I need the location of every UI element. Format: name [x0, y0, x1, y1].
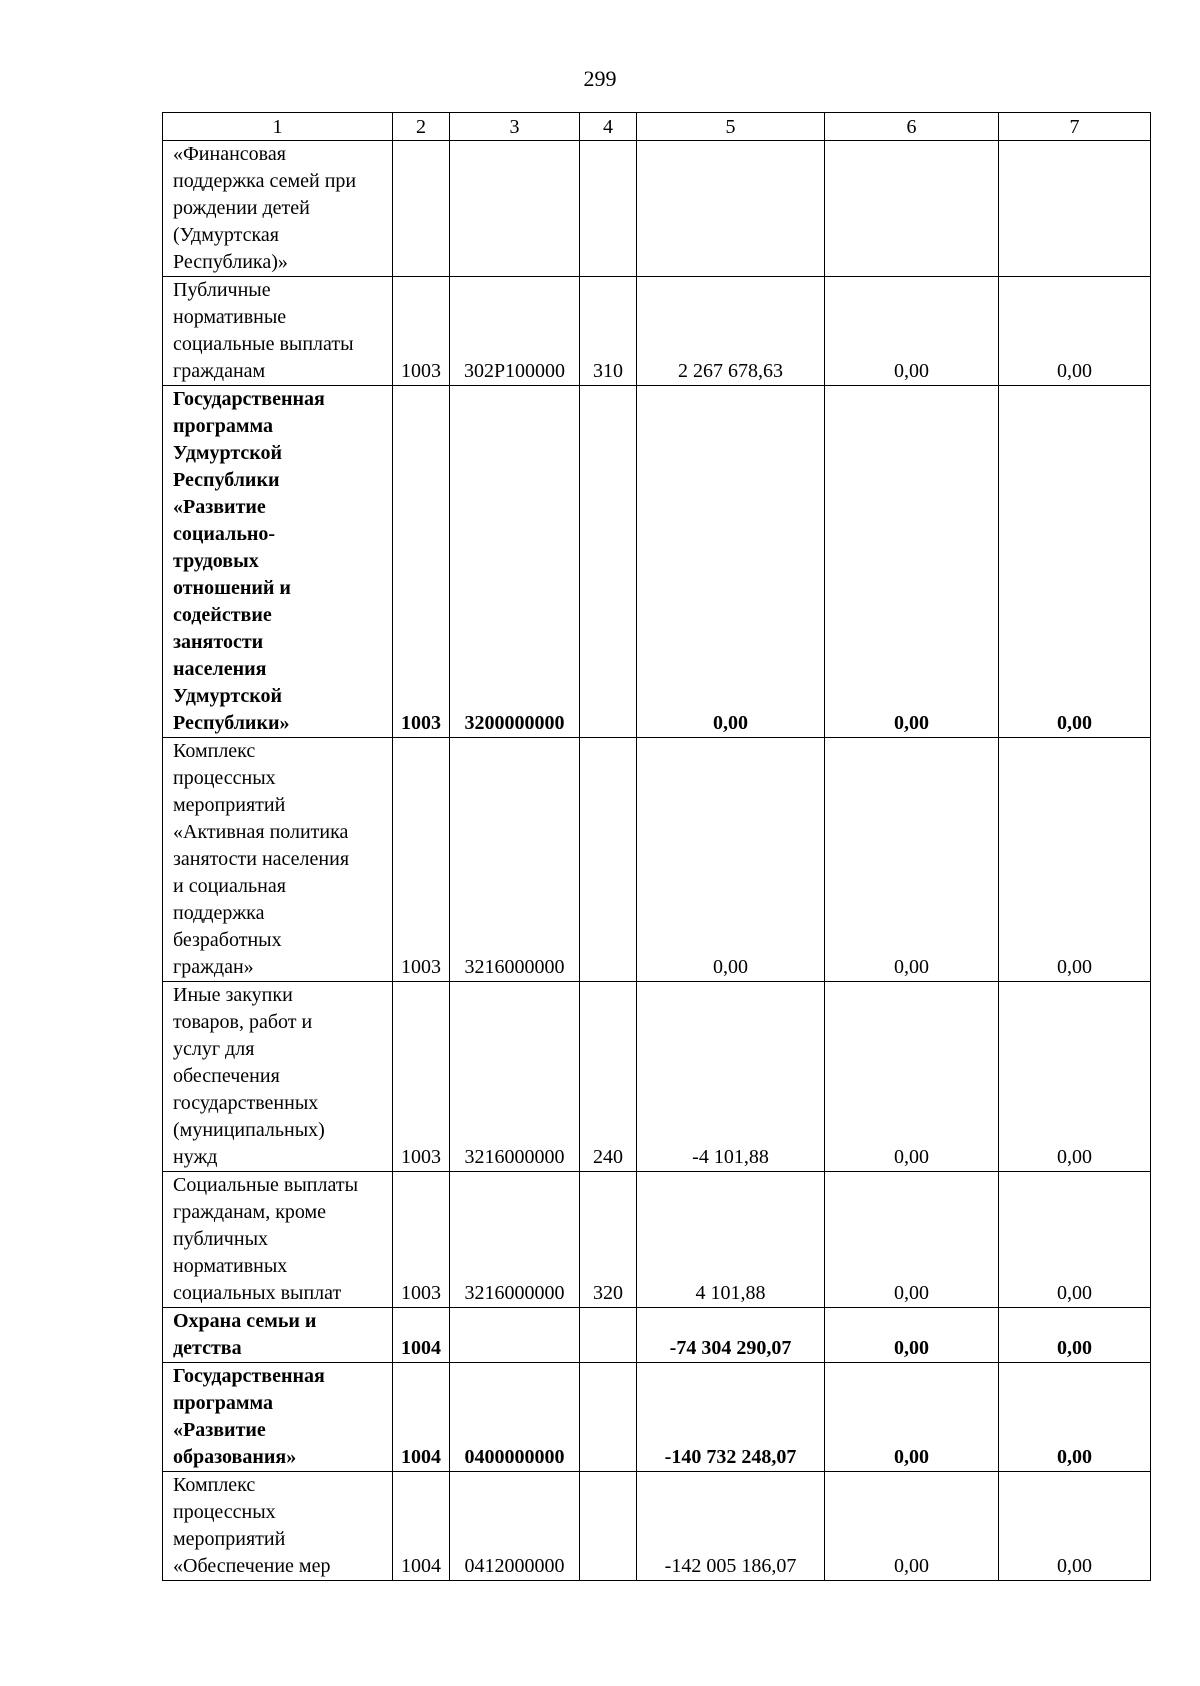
row-target-code: 3216000000: [450, 1172, 580, 1308]
row-amount-col6: 0,00: [825, 277, 999, 386]
row-amount-col5: -140 732 248,07: [637, 1363, 825, 1472]
row-amount-col6: 0,00: [825, 1363, 999, 1472]
row-section-code: 1004: [393, 1363, 450, 1472]
row-name-cell: Социальные выплаты гражданам, кроме публичных нормативных социальных выплат: [163, 1172, 393, 1308]
row-amount-col6: 0,00: [825, 1172, 999, 1308]
row-section-code: 1003: [393, 738, 450, 982]
row-target-code: 3216000000: [450, 982, 580, 1172]
row-expense-type: [580, 386, 637, 738]
row-expense-type: [580, 738, 637, 982]
row-name-cell: Иные закупки товаров, работ и услуг для обеспечения государственных (муниципальных) нужд: [163, 982, 393, 1172]
row-name-cell: Государственная программа Удмуртской Республики «Развитие социально- трудовых отношений и содействие занятости населения Удмуртской Республики»: [163, 386, 393, 738]
row-amount-col7: 0,00: [999, 386, 1151, 738]
row-target-code: 3216000000: [450, 738, 580, 982]
row-amount-col6: [825, 141, 999, 277]
row-name-cell: Охрана семьи и детства: [163, 1308, 393, 1363]
row-name-cell: Государственная программа «Развитие образования»: [163, 1363, 393, 1472]
header-col-7: 7: [999, 113, 1151, 141]
table-row: [163, 386, 1151, 738]
row-name-cell: Комплекс процессных мероприятий «Обеспечение мер: [163, 1472, 393, 1581]
header-col-2: 2: [393, 113, 450, 141]
row-name-cell: Публичные нормативные социальные выплаты гражданам: [163, 277, 393, 386]
row-amount-col6: 0,00: [825, 1308, 999, 1363]
row-section-code: 1003: [393, 1172, 450, 1308]
row-section-code: 1004: [393, 1472, 450, 1581]
row-expense-type: 240: [580, 982, 637, 1172]
row-section-code: [393, 141, 450, 277]
row-amount-col7: 0,00: [999, 1172, 1151, 1308]
row-target-code: 302P100000: [450, 277, 580, 386]
row-expense-type: 310: [580, 277, 637, 386]
row-target-code: 3200000000: [450, 386, 580, 738]
row-amount-col5: 4 101,88: [637, 1172, 825, 1308]
row-amount-col6: 0,00: [825, 982, 999, 1172]
row-amount-col5: -74 304 290,07: [637, 1308, 825, 1363]
table-row: [163, 277, 1151, 386]
row-target-code: [450, 141, 580, 277]
row-amount-col5: -142 005 186,07: [637, 1472, 825, 1581]
row-target-code: 0400000000: [450, 1363, 580, 1472]
row-amount-col5: -4 101,88: [637, 982, 825, 1172]
header-col-6: 6: [825, 113, 999, 141]
row-expense-type: [580, 1363, 637, 1472]
table-header-row: [163, 113, 1151, 141]
row-amount-col7: 0,00: [999, 738, 1151, 982]
row-expense-type: [580, 1472, 637, 1581]
header-col-4: 4: [580, 113, 637, 141]
table-row: [163, 141, 1151, 277]
row-section-code: 1003: [393, 277, 450, 386]
row-name-cell: «Финансовая поддержка семей при рождении детей (Удмуртская Республика)»: [163, 141, 393, 277]
table-row: [163, 982, 1151, 1172]
row-amount-col6: 0,00: [825, 738, 999, 982]
row-amount-col5: 0,00: [637, 738, 825, 982]
row-amount-col7: 0,00: [999, 1472, 1151, 1581]
row-amount-col5: 2 267 678,63: [637, 277, 825, 386]
page-number: 299: [583, 66, 617, 91]
row-amount-col7: 0,00: [999, 1363, 1151, 1472]
row-target-code: 0412000000: [450, 1472, 580, 1581]
row-amount-col7: 0,00: [999, 1308, 1151, 1363]
table-row: [163, 1172, 1151, 1308]
table-row: [163, 738, 1151, 982]
row-section-code: 1004: [393, 1308, 450, 1363]
budget-table: [162, 112, 1151, 1581]
row-amount-col6: 0,00: [825, 1472, 999, 1581]
table-row: [163, 1308, 1151, 1363]
row-amount-col5: 0,00: [637, 386, 825, 738]
row-amount-col7: 0,00: [999, 277, 1151, 386]
row-section-code: 1003: [393, 386, 450, 738]
row-target-code: [450, 1308, 580, 1363]
row-expense-type: [580, 141, 637, 277]
header-col-3: 3: [450, 113, 580, 141]
row-expense-type: 320: [580, 1172, 637, 1308]
table-row: [163, 1472, 1151, 1581]
row-amount-col6: 0,00: [825, 386, 999, 738]
table-row: [163, 1363, 1151, 1472]
row-section-code: 1003: [393, 982, 450, 1172]
row-amount-col5: [637, 141, 825, 277]
row-amount-col7: [999, 141, 1151, 277]
header-col-1: 1: [163, 113, 393, 141]
header-col-5: 5: [637, 113, 825, 141]
row-expense-type: [580, 1308, 637, 1363]
row-name-cell: Комплекс процессных мероприятий «Активная политика занятости населения и социальная поддержка безработных граждан»: [163, 738, 393, 982]
row-amount-col7: 0,00: [999, 982, 1151, 1172]
